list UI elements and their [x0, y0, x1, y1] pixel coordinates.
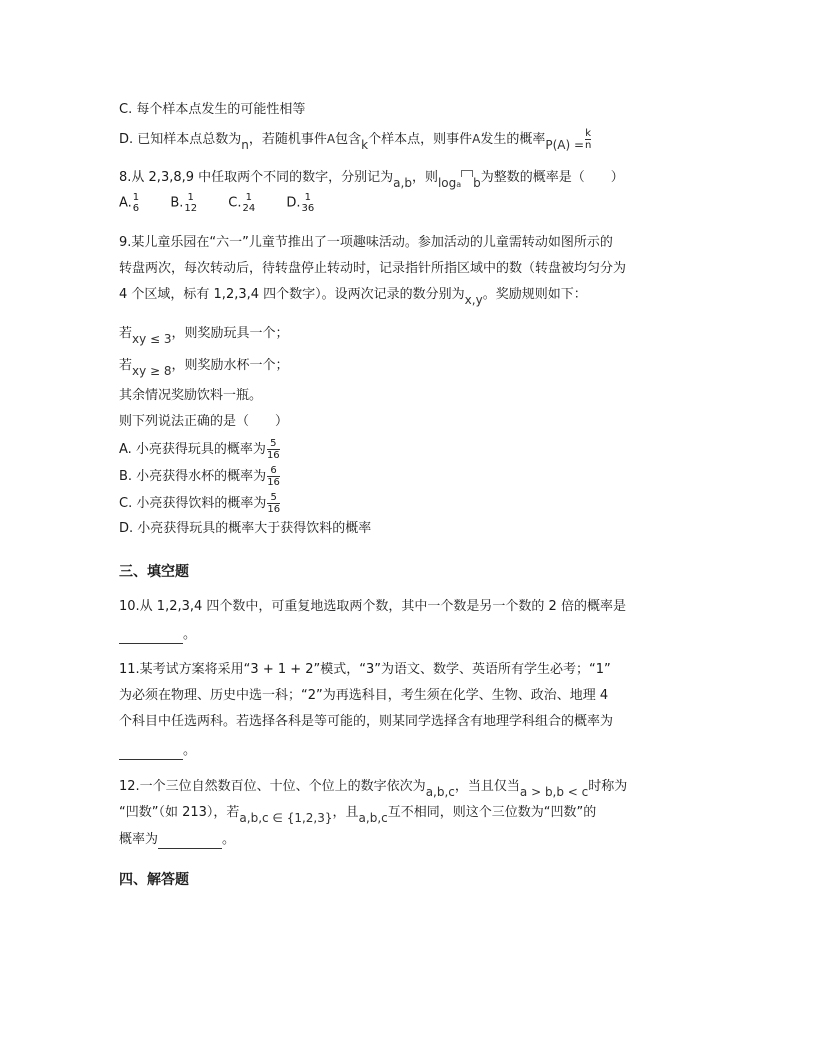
section-3-title: 三、填空题 [119, 564, 189, 580]
question-11-text-2: 为必须在物理、历史中选一科；“2”为再选科目，考生须在化学、生物、政治、地理 4 [119, 688, 609, 703]
question-12-text-7: 概率为 [119, 832, 159, 847]
question-12-text-4: “凹数”（如 213），若 [119, 805, 240, 820]
fraction-k-over-n: $\frac{k}{n}$ [585, 128, 592, 151]
question-10-end: 。 [183, 627, 197, 642]
question-8-line [119, 168, 624, 188]
option-c-label: C. [228, 195, 242, 211]
question-11-line-2 [119, 687, 608, 705]
option-c-text: C. 每个样本点发生的可能性相等 [119, 102, 306, 117]
math-k: k [361, 138, 369, 152]
question-9-line-1 [119, 234, 613, 252]
question-8-text-2: ，则 [411, 170, 438, 185]
question-9-line-2 [119, 260, 626, 278]
section-3-heading [119, 563, 189, 581]
fraction-5-16: $\frac{5}{16}$ [266, 438, 280, 461]
question-10-line-1 [119, 598, 626, 616]
question-12-text-2: ，当且仅当 [454, 779, 520, 794]
option-d-text-2: ，若随机事件 [248, 132, 327, 147]
math-n: n [241, 138, 249, 152]
question-8-text: 8.从 2,3,8,9 中任取两个不同的数字，分别记为 [119, 170, 394, 185]
question-12-text-5: ，且 [332, 805, 359, 820]
section-4-heading [119, 871, 189, 889]
question-9-option-a [119, 438, 281, 461]
option-d-line [119, 128, 592, 151]
question-9-ask-line [119, 413, 288, 431]
question-9-line-3 [119, 285, 587, 307]
question-12-text-1: 12.一个三位自然数百位、十位、个位上的数字依次为 [119, 779, 426, 794]
math-b: b [473, 176, 481, 190]
question-9-option-d [119, 520, 371, 538]
answer-blank[interactable] [119, 745, 183, 760]
option-d-text: D. 已知样本点总数为 [119, 132, 242, 147]
question-8-options [119, 192, 315, 214]
math-set: a,b,c ∈ {1,2,3} [239, 811, 333, 825]
fraction-1-24: 1 24 [242, 192, 256, 214]
question-12-line-3 [119, 831, 235, 849]
log-placeholder-icon [461, 170, 473, 177]
rule-2-line [119, 356, 289, 378]
question-11-line-1 [119, 661, 611, 679]
question-12-text-6: 互不相同，则这个三位数为“凹数”的 [387, 805, 597, 820]
question-9-ask: 则下列说法正确的是（ ） [119, 414, 289, 429]
question-11-line-4 [119, 742, 196, 760]
math-ab: a,b [393, 176, 412, 190]
option-d-text-3: 包含 [335, 132, 362, 147]
rule-2-prefix: 若 [119, 358, 133, 373]
fraction-1-36: 1 36 [301, 192, 315, 214]
option-a-text: A. 小亮获得玩具的概率为 [119, 442, 266, 457]
question-11-text-3: 个科目中任选两科。若选择各科是等可能的，则某同学选择含有地理学科组合的概率为 [119, 714, 614, 729]
question-8-text-3: 为整数的概率是（ ） [480, 170, 624, 185]
rule-3-line [119, 387, 262, 405]
question-12-text-3: 时称为 [588, 779, 628, 794]
question-12-line-2 [119, 803, 597, 825]
option-a-label: A. [119, 195, 132, 211]
option-d-text: D. 小亮获得玩具的概率大于获得饮料的概率 [119, 521, 372, 536]
option-b-text: B. 小亮获得水杯的概率为 [119, 469, 267, 484]
question-11-end: 。 [183, 743, 197, 758]
rule-1-line [119, 324, 289, 346]
math-condition: a > b,b < c [519, 785, 589, 799]
question-12-line-1 [119, 777, 628, 799]
rule-2-text: ，则奖励水杯一个； [171, 358, 289, 373]
question-9-text-4: 。奖励规则如下： [482, 287, 587, 302]
option-c-text: C. 小亮获得饮料的概率为 [119, 496, 267, 511]
fraction-6-16: $\frac{6}{16}$ [267, 465, 280, 488]
answer-blank[interactable] [119, 629, 183, 644]
fraction-5-16-c: $\frac{5}{16}$ [267, 492, 281, 515]
question-10-line-2 [119, 626, 196, 644]
question-10-text: 10.从 1,2,3,4 四个数中，可重复地选取两个数，其中一个数是另一个数的 2 倍的概率是 [119, 599, 626, 614]
fraction-1-12: 1 12 [184, 192, 198, 214]
math-abc: a,b,c [425, 785, 455, 799]
question-11-text-1: 11.某考试方案将采用“3 + 1 + 2”模式，“3”为语文、数学、英语所有学生必考；“1” [119, 662, 611, 677]
question-9-option-b [119, 465, 281, 488]
option-d-text-4: 个样本点，则事件 [368, 132, 473, 147]
math-abc-2: a,b,c [358, 811, 388, 825]
option-d-label: D. [286, 195, 301, 211]
math-A-2: A [472, 132, 481, 146]
question-12-end: 。 [222, 832, 236, 847]
math-log: loga [437, 176, 462, 190]
fraction-1-6: 1 6 [132, 192, 140, 214]
option-c-line [119, 101, 305, 119]
question-9-text-2: 转盘两次，每次转动后，待转盘停止转动时，记录指针所指区域中的数（转盘被均匀分为 [119, 261, 627, 276]
option-b-label: B. [170, 195, 184, 211]
answer-blank[interactable] [158, 834, 222, 849]
question-9-text-3: 4 个区域，标有 1,2,3,4 四个数字）。设两次记录的数分别为 [119, 287, 465, 302]
option-d-text-5: 发生的概率 [480, 132, 546, 147]
math-xy-ge-8: xy ≥ 8 [132, 364, 172, 378]
math-A: A [326, 132, 336, 146]
math-xy: x,y [464, 293, 483, 307]
question-9-option-c [119, 492, 281, 515]
question-9-text-1: 9.某儿童乐园在“六一”儿童节推出了一项趣味活动。参加活动的儿童需转动如图所示的 [119, 235, 613, 250]
section-4-title: 四、解答题 [119, 872, 189, 888]
math-xy-le-3: xy ≤ 3 [132, 332, 172, 346]
rule-3-text: 其余情况奖励饮料一瓶。 [119, 388, 263, 403]
rule-1-prefix: 若 [119, 326, 133, 341]
question-11-line-3 [119, 713, 613, 731]
math-probability: P(A) = [545, 138, 585, 152]
rule-1-text: ，则奖励玩具一个； [171, 326, 289, 341]
